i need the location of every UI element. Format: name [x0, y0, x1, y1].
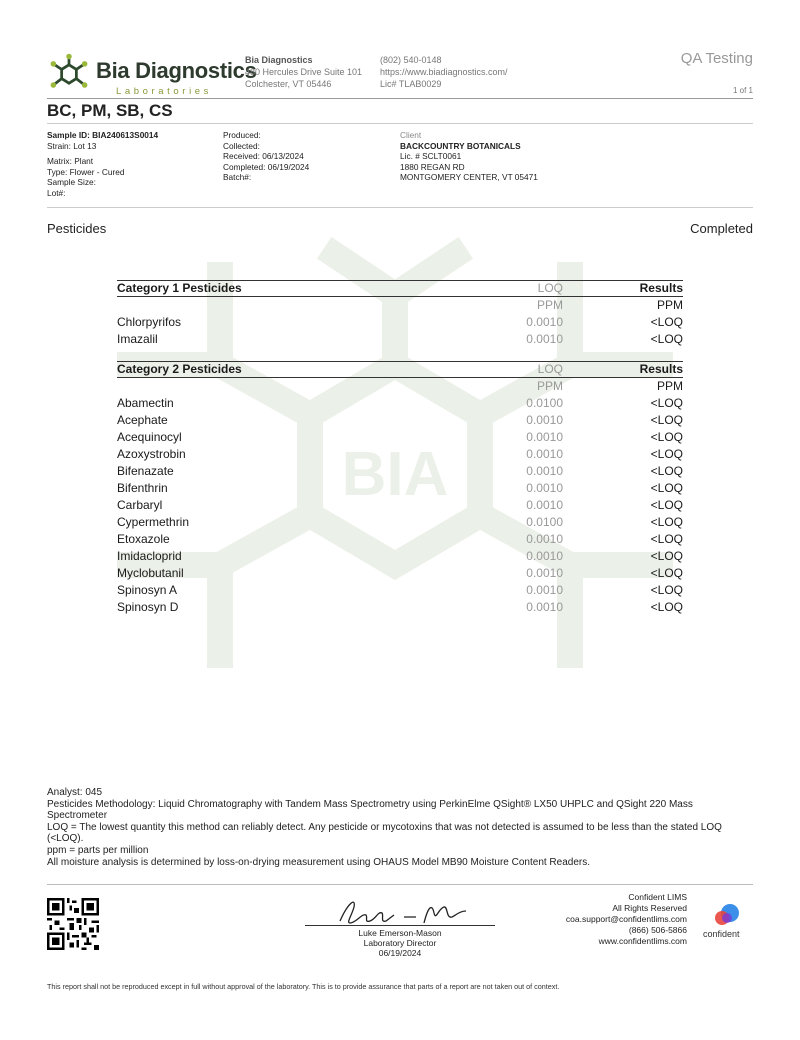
batch-number: Batch#:: [223, 172, 252, 182]
loq-value: 0.0010: [526, 332, 563, 346]
result-value: <LOQ: [650, 464, 683, 478]
lims-info: [566, 892, 687, 947]
lims-rights: All Rights Reserved: [612, 903, 687, 913]
qr-code-icon[interactable]: [47, 898, 99, 950]
table-row: [117, 514, 683, 531]
loq-value: 0.0100: [526, 396, 563, 410]
header-divider: [47, 98, 753, 99]
loq-header: LOQ: [483, 281, 563, 297]
signature-line: [305, 925, 495, 926]
loq-value: 0.0100: [526, 515, 563, 529]
analyte-name: Spinosyn A: [117, 583, 178, 597]
ppm-definition: ppm = parts per million: [47, 844, 149, 856]
result-value: <LOQ: [650, 583, 683, 597]
client-label: Client: [400, 130, 422, 140]
units-row: [117, 378, 683, 396]
table-row: [117, 395, 683, 412]
loq-unit: PPM: [536, 379, 563, 393]
units-row: [117, 297, 683, 315]
results-unit: PPM: [656, 298, 683, 312]
client-address2: MONTGOMERY CENTER, VT 05471: [400, 172, 538, 182]
table-row: [117, 412, 683, 429]
loq-value: 0.0010: [526, 566, 563, 580]
disclaimer: This report shall not be reproduced except in full without approval of the laboratory. This is to provide assurance that parts of a report are not taken out of context.: [47, 982, 560, 991]
lab-address2: Colchester, VT 05446: [245, 79, 332, 89]
analyte-name: Azoxystrobin: [117, 447, 186, 461]
date-collected: Collected:: [223, 140, 260, 151]
sample-type: Type: Flower - Cured: [47, 166, 125, 177]
lims-website[interactable]: www.confidentlims.com: [598, 936, 687, 946]
sample-size: Sample Size:: [47, 177, 96, 187]
lab-phone: (802) 540-0148: [380, 55, 442, 65]
results-unit: PPM: [656, 379, 683, 393]
analyte-name: Carbaryl: [117, 498, 163, 512]
report-notes: [47, 787, 753, 868]
page-number: 1 of 1: [732, 86, 753, 95]
table-row: [117, 548, 683, 565]
lab-name: Bia Diagnostics: [245, 55, 313, 65]
result-value: <LOQ: [650, 600, 683, 614]
category1-header-row: [117, 281, 683, 297]
logo-subtitle: Laboratories: [116, 86, 213, 97]
table-row: [117, 531, 683, 548]
analyte-name: Imidacloprid: [117, 549, 182, 563]
analyte-name: Etoxazole: [117, 532, 170, 546]
lab-address1: 480 Hercules Drive Suite 101: [245, 67, 363, 77]
result-value: <LOQ: [650, 515, 683, 529]
analyte-name: Imazalil: [117, 332, 158, 346]
lims-email[interactable]: coa.support@confidentlims.com: [565, 914, 687, 924]
analyte-name: Bifenazate: [117, 464, 174, 478]
category2-header-row: [117, 362, 683, 378]
methodology: Pesticides Methodology: Liquid Chromatography with Tandem Mass Spectrometry using PerkinElme QSight® LX50 UHPLC and QSight 220 Mass Spectrometer: [47, 798, 693, 822]
loq-value: 0.0010: [526, 549, 563, 563]
client-address1: 1880 REGAN RD: [400, 161, 465, 172]
date-produced: Produced:: [223, 130, 261, 140]
moisture-note: All moisture analysis is determined by loss-on-drying measurement using OHAUS Model MB90 Moisture Content Readers.: [47, 856, 591, 868]
analyst: Analyst: 045: [47, 787, 103, 798]
result-value: <LOQ: [650, 549, 683, 563]
section-title: Pesticides: [47, 221, 107, 236]
loq-value: 0.0010: [526, 464, 563, 478]
result-value: <LOQ: [650, 498, 683, 512]
category1-table: [117, 280, 683, 348]
result-value: <LOQ: [650, 332, 683, 346]
result-value: <LOQ: [650, 481, 683, 495]
signer-block: [305, 928, 495, 958]
signer-title: Laboratory Director: [363, 938, 437, 948]
sample-dates: [223, 130, 309, 183]
analyte-name: Chlorpyrifos: [117, 315, 182, 329]
loq-header: LOQ: [483, 362, 563, 378]
result-value: <LOQ: [650, 413, 683, 427]
result-value: <LOQ: [650, 430, 683, 444]
category1-header: Category 1 Pesticides: [117, 281, 483, 297]
signature-icon: [320, 893, 470, 929]
analyte-name: Bifenthrin: [117, 481, 168, 495]
loq-value: 0.0010: [526, 498, 563, 512]
table-row: [117, 565, 683, 582]
category2-table: [117, 361, 683, 616]
result-value: <LOQ: [650, 396, 683, 410]
loq-value: 0.0010: [526, 481, 563, 495]
loq-value: 0.0010: [526, 600, 563, 614]
analyte-name: Spinosyn D: [117, 600, 179, 614]
table-row: [117, 314, 683, 331]
signer-name: Luke Emerson-Mason: [358, 928, 442, 938]
analyte-name: Myclobutanil: [117, 566, 184, 580]
sample-lot: Lot#:: [47, 187, 66, 198]
lab-contact: [380, 54, 508, 90]
loq-unit: PPM: [536, 298, 563, 312]
date-completed: Completed: 06/19/2024: [223, 161, 310, 172]
result-value: <LOQ: [650, 447, 683, 461]
client-license: Lic. # SCLT0061: [400, 151, 462, 161]
signer-date: 06/19/2024: [378, 948, 422, 958]
results-header: Results: [563, 281, 683, 297]
analyte-name: Acequinocyl: [117, 430, 182, 444]
client-name: BACKCOUNTRY BOTANICALS: [400, 140, 521, 151]
table-row: [117, 497, 683, 514]
loq-value: 0.0010: [526, 583, 563, 597]
loq-value: 0.0010: [526, 413, 563, 427]
title-divider: [47, 123, 753, 124]
lab-website[interactable]: https://www.biadiagnostics.com/: [380, 67, 508, 77]
loq-value: 0.0010: [526, 447, 563, 461]
sample-strain: Strain: Lot 13: [47, 140, 97, 151]
analyte-name: Abamectin: [117, 396, 174, 410]
client-info: [400, 130, 538, 183]
table-row: [117, 331, 683, 348]
loq-definition: LOQ = The lowest quantity this method can reliably detect. Any pesticide or mycotoxins that was not detected is assumed to be less than the stated LOQ (<LOQ).: [47, 821, 722, 845]
table-row: [117, 463, 683, 480]
lab-info: [245, 54, 362, 90]
bia-logo-icon: [46, 52, 92, 96]
table-row: [117, 480, 683, 497]
result-value: <LOQ: [650, 532, 683, 546]
logo-name: Bia Diagnostics: [96, 58, 257, 83]
confident-logo-icon: [712, 903, 742, 927]
confident-logo-text: confident: [703, 929, 740, 939]
table-row: [117, 582, 683, 599]
sample-id: Sample ID: BIA240613S0014: [47, 130, 159, 140]
qa-testing-label: QA Testing: [680, 50, 753, 67]
result-value: <LOQ: [650, 566, 683, 580]
analyte-name: Cypermethrin: [117, 515, 190, 529]
footer-divider: [47, 884, 753, 885]
loq-value: 0.0010: [526, 315, 563, 329]
report-title: BC, PM, SB, CS: [47, 101, 173, 120]
sample-info: [47, 130, 158, 198]
category2-header: Category 2 Pesticides: [117, 362, 483, 378]
table-row: [117, 599, 683, 616]
lims-name: Confident LIMS: [628, 892, 687, 902]
section-status: Completed: [690, 221, 753, 236]
table-row: [117, 446, 683, 463]
lab-license: Lic# TLAB0029: [380, 79, 442, 89]
meta-divider: [47, 207, 753, 208]
analyte-name: Acephate: [117, 413, 168, 427]
loq-value: 0.0010: [526, 430, 563, 444]
sample-matrix: Matrix: Plant: [47, 156, 94, 166]
table-row: [117, 429, 683, 446]
watermark-text: BIA: [341, 440, 449, 509]
lims-phone: (866) 506-5866: [628, 925, 687, 935]
date-received: Received: 06/13/2024: [223, 151, 304, 161]
loq-value: 0.0010: [526, 532, 563, 546]
result-value: <LOQ: [650, 315, 683, 329]
results-header: Results: [563, 362, 683, 378]
